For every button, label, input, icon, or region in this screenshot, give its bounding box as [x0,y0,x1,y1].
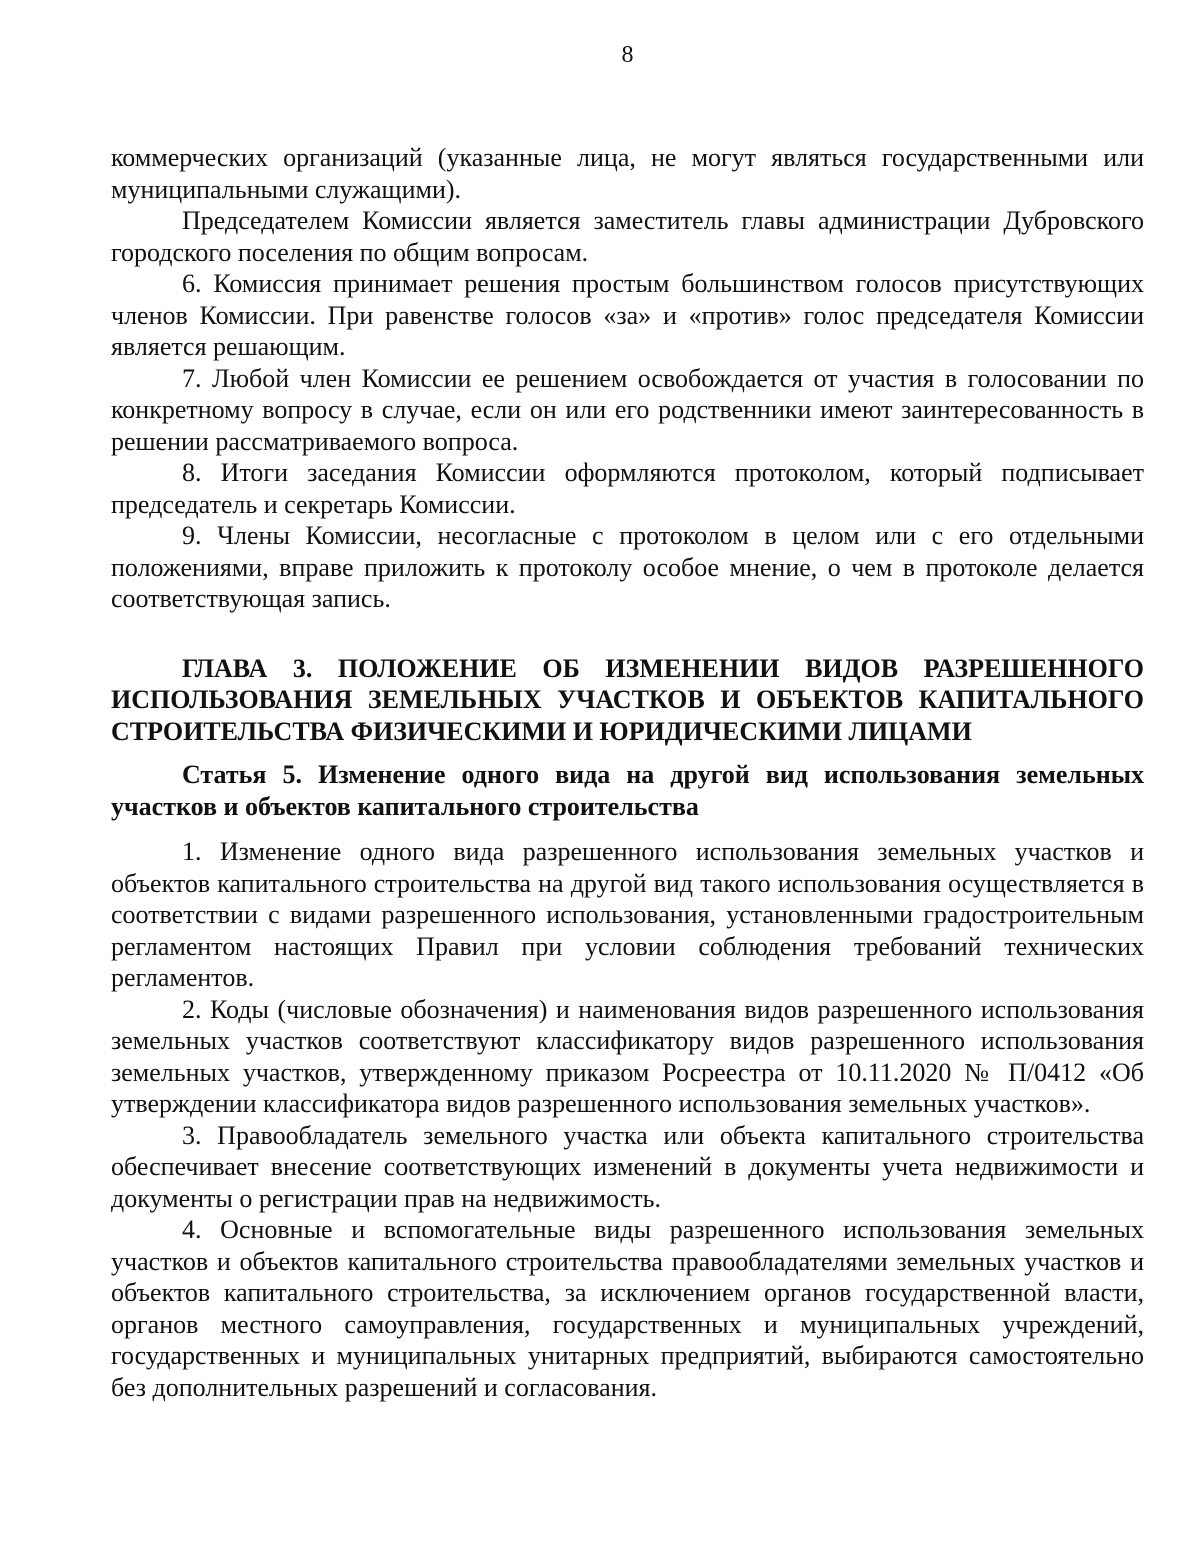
paragraph-article-item-4: 4. Основные и вспомогательные виды разрешенного использования земельных участков и объектов капитального строительства правообладателями земельных участков и объектов капитального строительства, за исключением органов государственной власти, органов местного самоуправления, государственных и муниципальных учреждений, государственных и муниципальных унитарных предприятий, выбираются самостоятельно без дополнительных разрешений и согласования. [111,1215,1144,1402]
paragraph-item-7: 7. Любой член Комиссии ее решением освобождается от участия в голосовании по конкретному вопросу в случае, если он или его родственники имеют заинтересованность в решении рассматриваемого вопроса. [111,363,1144,456]
paragraph-continuation: коммерческих организаций (указанные лица, не могут являться государственными или муниципальными служащими). [111,143,1144,204]
paragraph-item-9: 9. Члены Комиссии, несогласные с протоколом в целом или с его отдельными положениями, вправе приложить к протоколу особое мнение, о чем в протоколе делается соответствующая запись. [111,521,1144,613]
document-content [111,142,1144,1403]
paragraph-article-item-2: 2. Коды (числовые обозначения) и наименования видов разрешенного использования земельных участков соответствуют классификатору видов разрешенного использования земельных участков, утвержденному приказом Росреестра от 10.11.2020 № П/0412 «Об утверждении классификатора видов разрешенного использования земельных участков». [111,994,1144,1118]
article-heading: Статья 5. Изменение одного вида на другой вид использования земельных участков и объектов капитального строительства [111,760,1144,821]
paragraph-article-item-1: 1. Изменение одного вида разрешенного использования земельных участков и объектов капитального строительства на другой вид такого использования осуществляется в соответствии с видами разрешенного использования, установленными градостроительным регламентом настоящих Правил при условии соблюдения требований технических регламентов. [111,837,1144,992]
paragraph-chairman: Председателем Комиссии является заместитель главы администрации Дубровского городского поселения по общим вопросам. [111,206,1144,267]
paragraph-item-6: 6. Комиссия принимает решения простым большинством голосов присутствующих членов Комиссии. При равенстве голосов «за» и «против» голос председателя Комиссии является решающим. [111,269,1144,361]
paragraph-article-item-3: 3. Правообладатель земельного участка или объекта капитального строительства обеспечивает внесение соответствующих изменений в документы учета недвижимости и документы о регистрации прав на недвижимость. [111,1120,1144,1213]
page-number: 8 [621,42,634,68]
chapter-heading: ГЛАВА 3. ПОЛОЖЕНИЕ ОБ ИЗМЕНЕНИИ ВИДОВ РАЗРЕШЕННОГО ИСПОЛЬЗОВАНИЯ ЗЕМЕЛЬНЫХ УЧАСТКОВ И ОБЪЕКТОВ КАПИТАЛЬНОГО СТРОИТЕЛЬСТВА ФИЗИЧЕСКИМИ И ЮРИДИЧЕСКИМИ ЛИЦАМИ [111,653,1144,746]
paragraph-item-8: 8. Итоги заседания Комиссии оформляются протоколом, который подписывает председатель и секретарь Комиссии. [111,458,1144,519]
